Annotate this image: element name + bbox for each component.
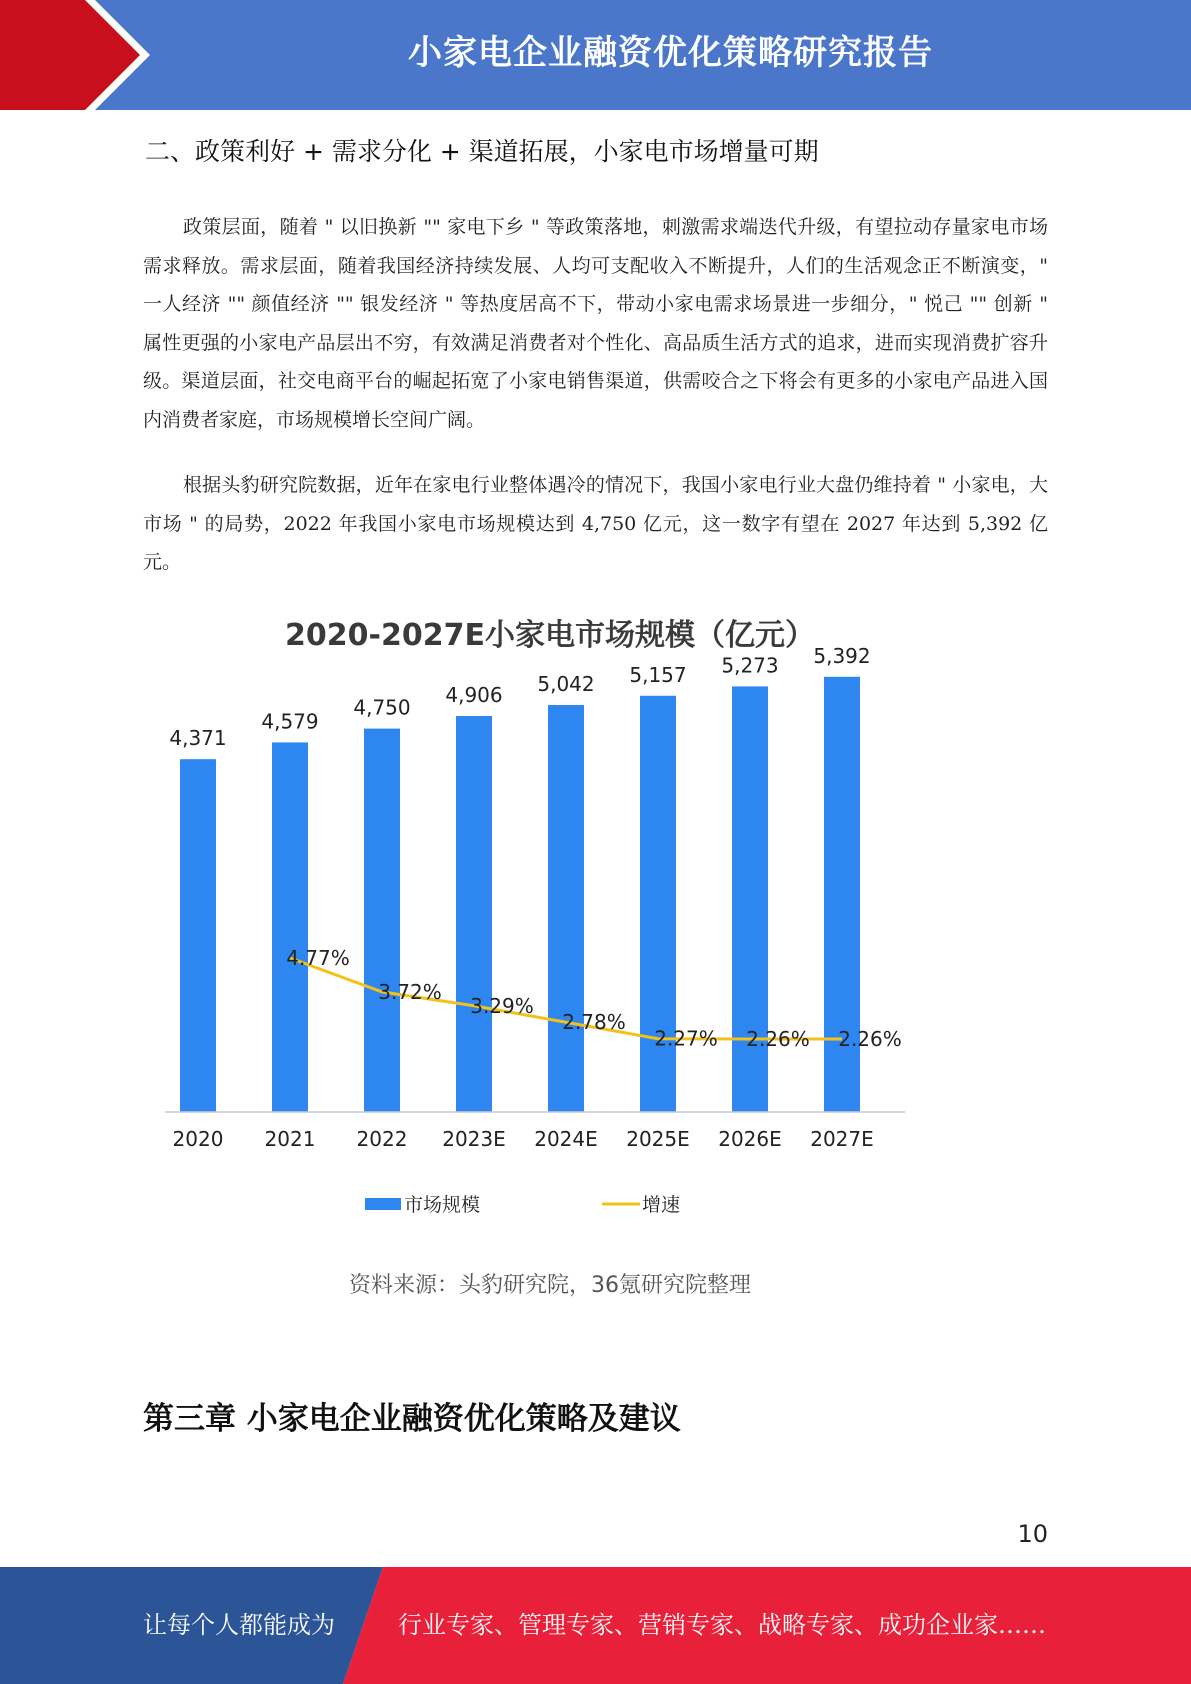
bar-2021 — [272, 742, 308, 1112]
chart-source: 资料来源：头豹研究院，36氪研究院整理 — [349, 1273, 751, 1298]
bar-2024E — [548, 705, 584, 1112]
x-tick-2023E: 2023E — [442, 1127, 506, 1151]
bar-label-2021: 4,579 — [261, 709, 319, 734]
bar-label-2023E: 4,906 — [445, 683, 503, 708]
growth-label-2024E: 2.78% — [562, 1010, 626, 1035]
x-tick-2021: 2021 — [264, 1127, 316, 1151]
bar-label-2025E: 5,157 — [629, 662, 687, 687]
x-tick-2020: 2020 — [172, 1127, 224, 1151]
page-header — [0, 0, 1191, 110]
bar-label-2022: 4,750 — [353, 695, 411, 720]
footer-left-text: 让每个人都能成为 — [143, 1611, 335, 1639]
page-footer — [0, 1567, 1191, 1684]
x-tick-2027E: 2027E — [810, 1127, 874, 1151]
market-size-chart — [150, 600, 950, 1320]
growth-label-2025E: 2.27% — [654, 1026, 718, 1051]
chart-svg — [150, 600, 950, 1320]
footer-right-text: 行业专家、管理专家、营销专家、战略专家、成功企业家…… — [398, 1611, 1046, 1639]
bar-label-2027E: 5,392 — [813, 643, 871, 668]
paragraph-policy: 政策层面，随着 " 以旧换新 "" 家电下乡 " 等政策落地，刺激需求端迭代升级，有望拉动存量家电市场需求释放。需求层面，随着我国经济持续发展、人均可支配收入不断提升，人们的生活观念正不断演变，" 一人经济 "" 颜值经济 "" 银发经济 " 等热度居高不下，带动小家电需求场景进一步细分，" 悦己 "" 创新 " 属性更强的小家电产品层出不穷，有效满足消费者对个性化、高品质生活方式的追求，进而实现消费扩容升级。渠道层面，社交电商平台的崛起拓宽了小家电销售渠道，供需咬合之下将会有更多的小家电产品进入国内消费者家庭，市场规模增长空间广阔。 — [143, 216, 1048, 431]
bar-label-2026E: 5,273 — [721, 653, 779, 678]
bar-2023E — [456, 716, 492, 1112]
x-tick-2024E: 2024E — [534, 1127, 598, 1151]
bar-2022 — [364, 729, 400, 1112]
bar-label-2024E: 5,042 — [537, 672, 595, 697]
header-title: 小家电企业融资优化策略研究报告 — [408, 33, 933, 73]
paragraph-market-data: 根据头豹研究院数据，近年在家电行业整体遇冷的情况下，我国小家电行业大盘仍维持着 " 小家电，大市场 " 的局势，2022 年我国小家电市场规模达到 4,750 亿元，这一数字有望在 2027 年达到 5,392 亿元。 — [143, 474, 1048, 573]
growth-label-2021: 4.77% — [286, 945, 350, 970]
chapter-title: 第三章 小家电企业融资优化策略及建议 — [143, 1401, 681, 1437]
growth-label-2023E: 3.29% — [470, 993, 534, 1018]
growth-label-2027E: 2.26% — [838, 1027, 902, 1052]
bar-2020 — [180, 759, 216, 1112]
growth-label-2022: 3.72% — [378, 979, 442, 1004]
chart-legend — [365, 1194, 680, 1216]
chart-title: 2020-2027E小家电市场规模（亿元） — [285, 618, 815, 653]
x-tick-2026E: 2026E — [718, 1127, 782, 1151]
x-tick-2025E: 2025E — [626, 1127, 690, 1151]
growth-label-2026E: 2.26% — [746, 1027, 810, 1052]
legend-bar-swatch — [365, 1198, 401, 1210]
x-tick-2022: 2022 — [356, 1127, 408, 1151]
legend-line-label: 增速 — [642, 1194, 681, 1216]
section-title: 二、政策利好 + 需求分化 + 渠道拓展，小家电市场增量可期 — [145, 137, 819, 166]
bar-label-2020: 4,371 — [169, 726, 227, 751]
page-number: 10 — [1017, 1520, 1048, 1548]
legend-bar-label: 市场规模 — [404, 1194, 481, 1216]
